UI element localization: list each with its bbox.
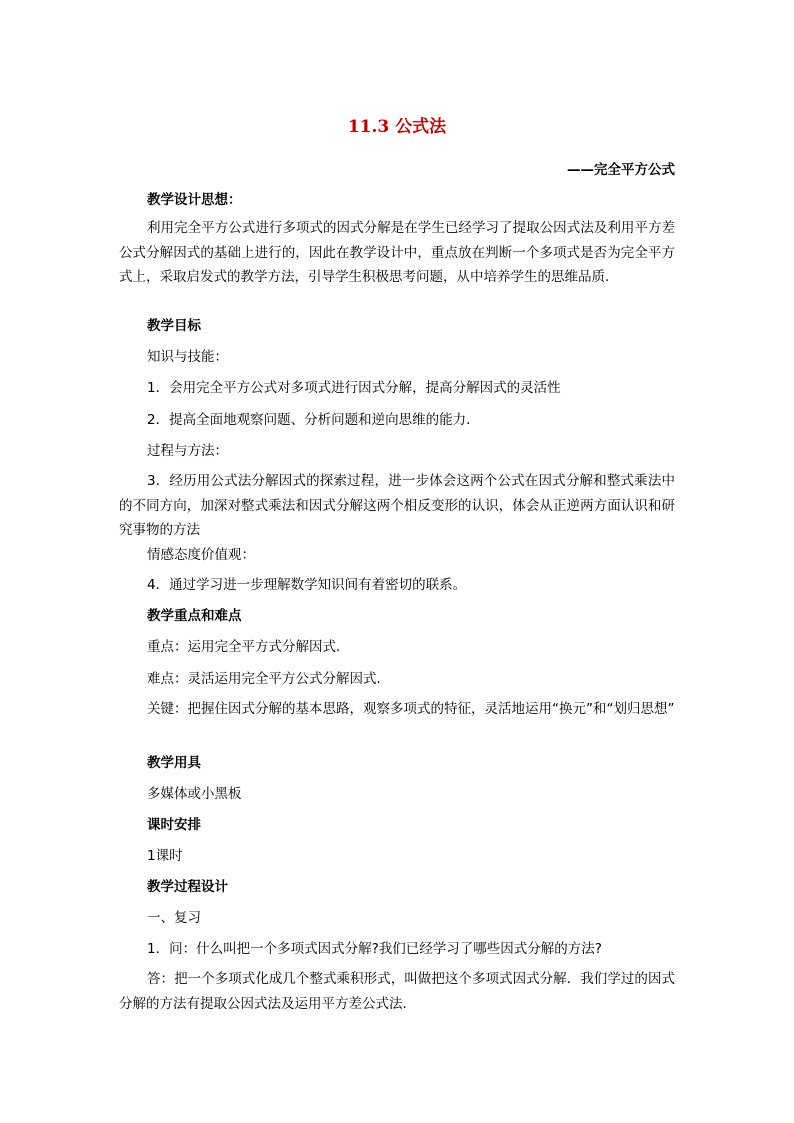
- tools-text: 多媒体或小黑板: [147, 786, 242, 802]
- key-heading: 教学重点和难点: [147, 608, 242, 624]
- design-paragraph: 利用完全平方公式进行多项式的因式分解是在学生已经学习了提取公因式法及利用平方差公式分解因式的基础上进行的，因此在教学设计中，重点放在判断一个多项式是否为完全平方式上，采取启发式的教学方法，引导学生积极思考问题，从中培养学生的思维品质.: [119, 220, 675, 285]
- schedule-text: 1课时: [147, 848, 183, 864]
- document-title: 11.3 公式法: [347, 117, 447, 137]
- question-1: 1．问：什么叫把一个多项式因式分解?我们已经学习了哪些因式分解的方法?: [147, 941, 602, 957]
- answer-1: 答：把一个多项式化成几个整式乘积形式，叫做把这个多项式因式分解．我们学过的因式分解的方法有提取公因式法及运用平方差公式法．: [119, 971, 675, 1012]
- tools-heading: 教学用具: [147, 755, 201, 771]
- key-point: 重点：运用完全平方式分解因式．: [147, 639, 350, 655]
- goals-heading: 教学目标: [147, 318, 201, 334]
- crux-paragraph: 关键：把握住因式分解的基本思路，观察多项式的特征，灵活地运用“换元”和“划归思想”: [147, 701, 675, 717]
- emotion-label: 情感态度价值观：: [147, 547, 255, 563]
- goal-4: 4．通过学习进一步理解数学知识间有着密切的联系。: [147, 577, 467, 593]
- review-heading: 一、复习: [147, 910, 201, 926]
- goal-1: 1．会用完全平方公式对多项式进行因式分解，提高分解因式的灵活性: [147, 380, 561, 396]
- knowledge-label: 知识与技能：: [147, 349, 228, 365]
- process-label: 过程与方法：: [147, 443, 228, 459]
- schedule-heading: 课时安排: [147, 817, 201, 833]
- design-heading: 教学设计思想：: [147, 192, 242, 208]
- document-page: [119, 0, 675, 1123]
- process-heading: 教学过程设计: [147, 879, 228, 895]
- document-subtitle: ——完全平方公式: [567, 162, 675, 178]
- goal-2: 2．提高全面地观察问题、分析问题和逆向思维的能力．: [147, 412, 480, 428]
- goal-3: 3．经历用公式法分解因式的探索过程，进一步体会这两个公式在因式分解和整式乘法中的不同方向，加深对整式乘法和因式分解这两个相反变形的认识，体会从正逆两方面认识和研究事物的方法: [119, 473, 675, 538]
- difficult-point: 难点：灵活运用完全平方公式分解因式．: [147, 671, 390, 687]
